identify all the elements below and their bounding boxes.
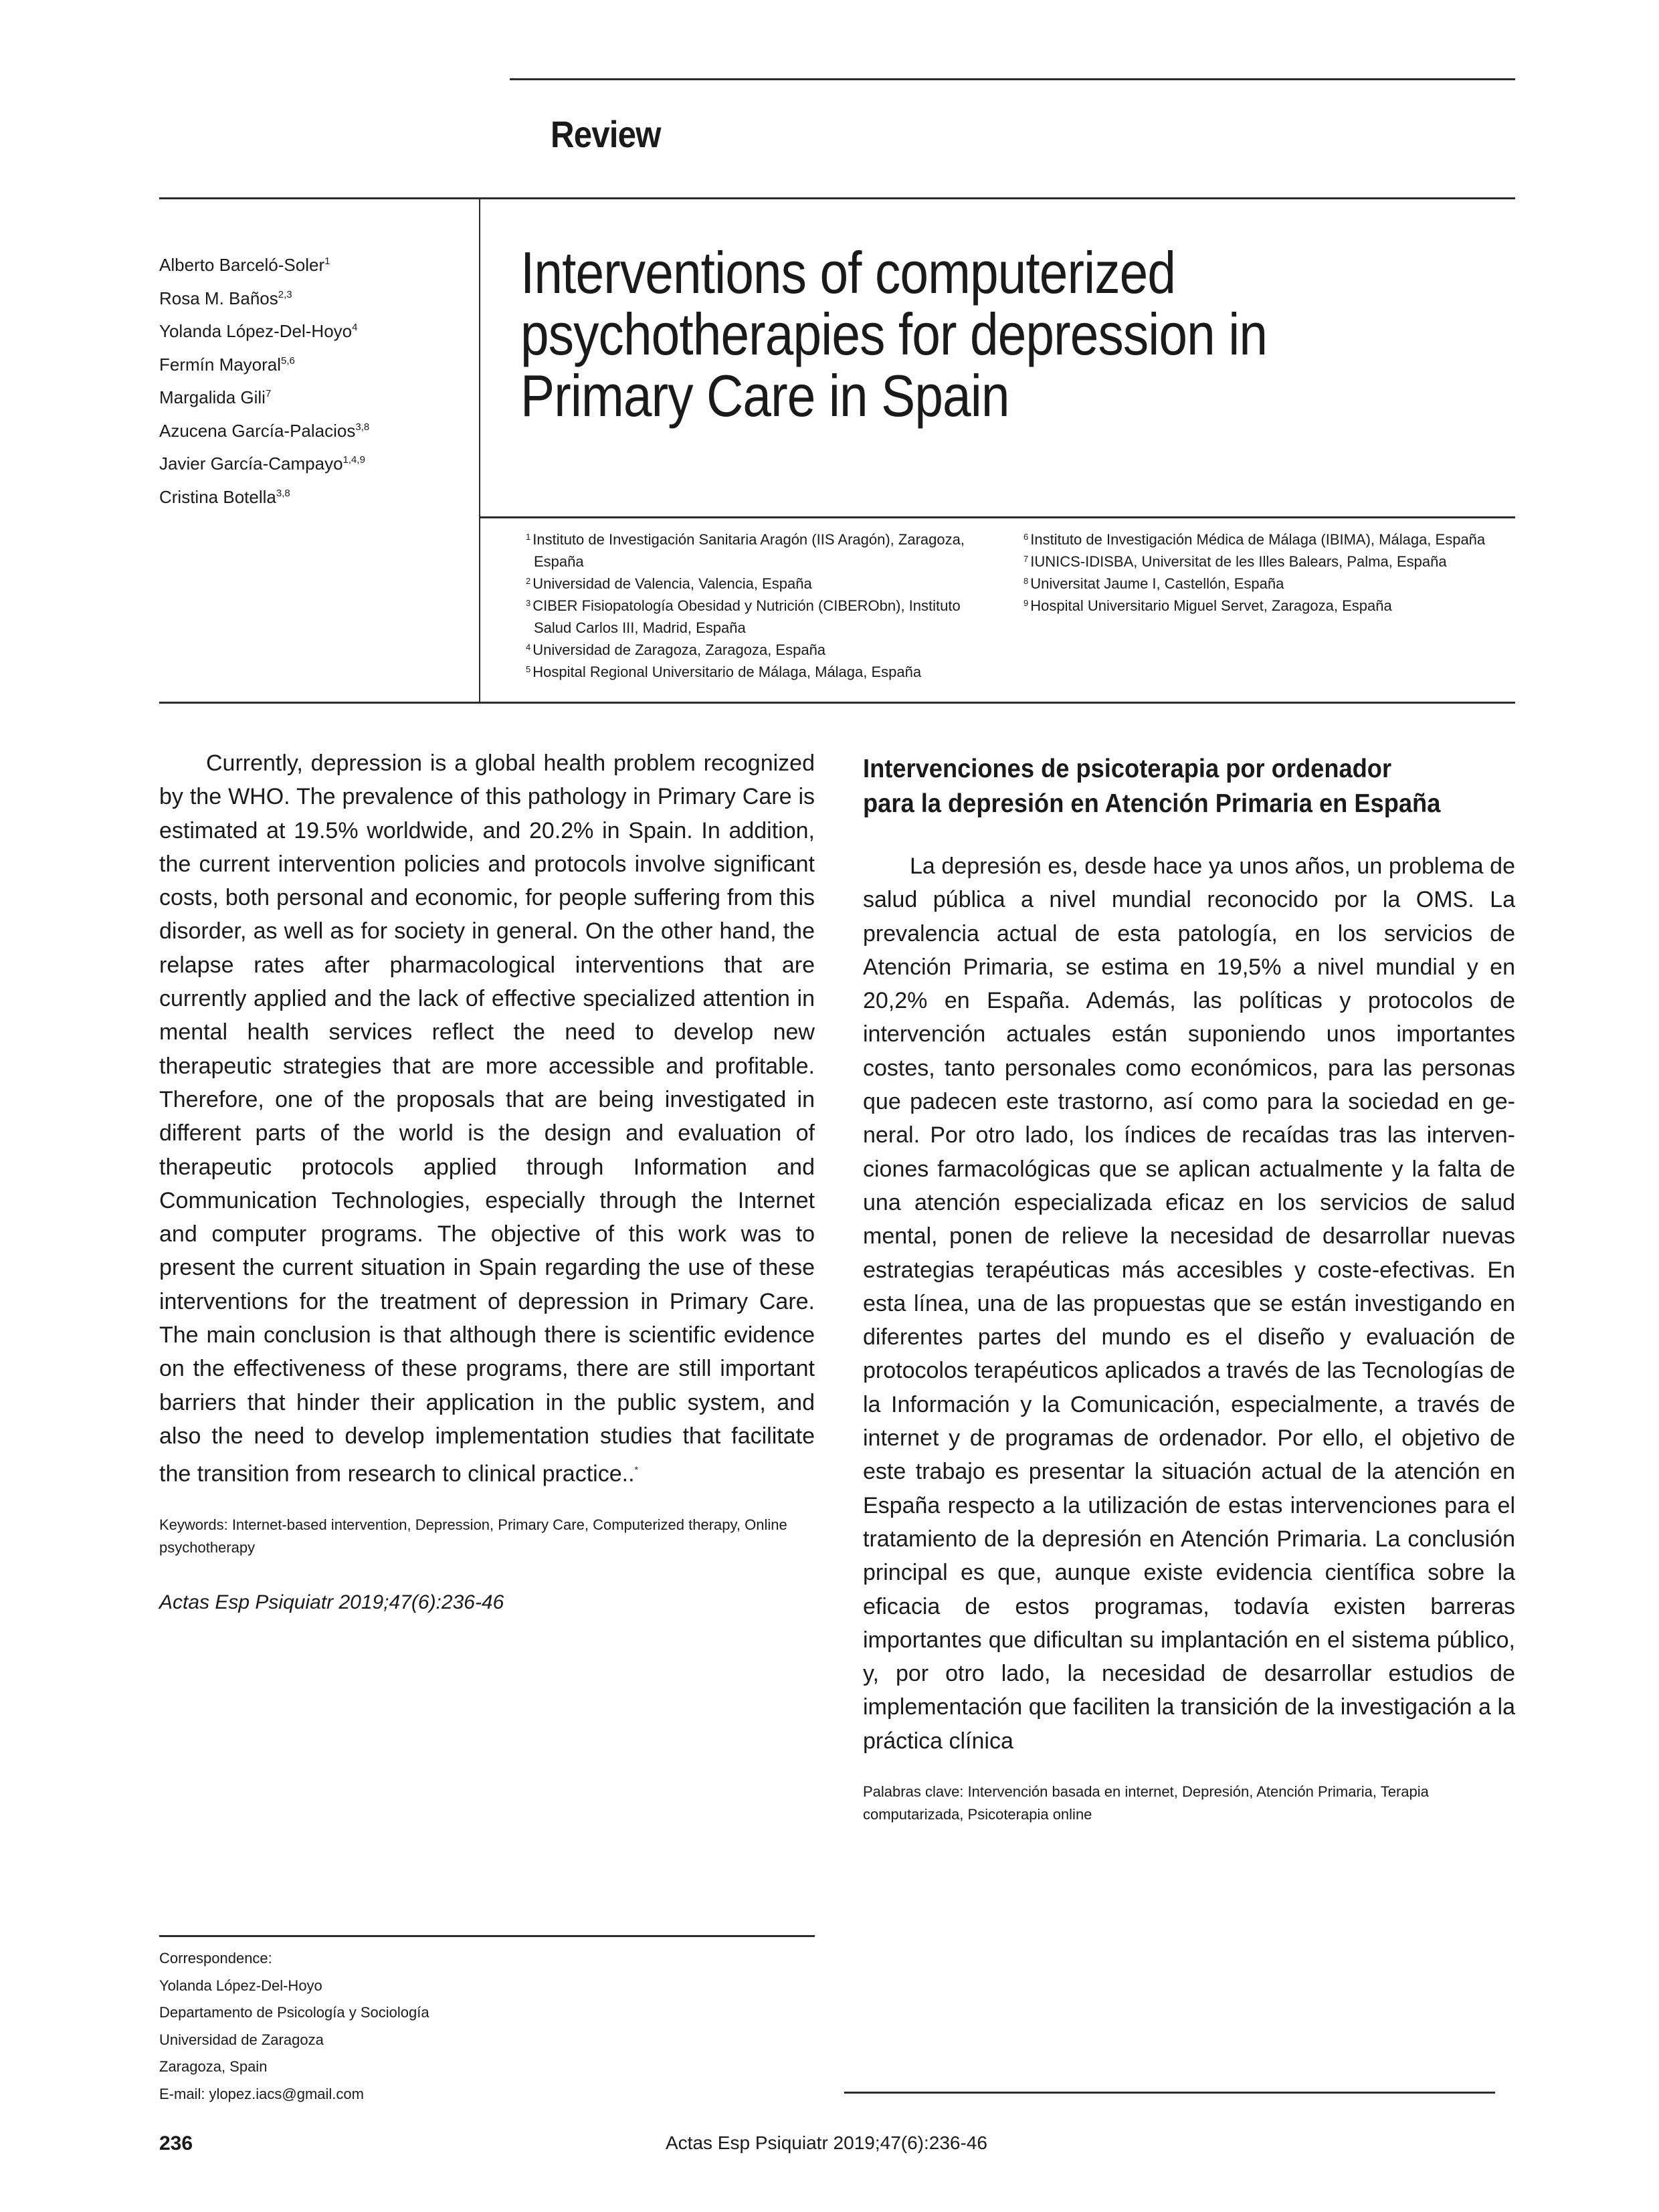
affiliation: $^2$ Universidad de Valencia, Valencia, España: [526, 575, 812, 592]
author: Cristina Botella$^{3,8}$: [159, 486, 290, 507]
correspondence-line: Universidad de Zaragoza: [159, 2031, 324, 2048]
abstract-english: [159, 746, 815, 1619]
author: Rosa M. Baños$^{2,3}$: [159, 288, 292, 308]
author: Yolanda López-Del-Hoyo$^4$: [159, 321, 358, 341]
affiliation: $^6$ Instituto de Investigación Médica de Málaga (IBIMA), Málaga, España: [1023, 531, 1486, 548]
spanish-title: [863, 752, 1479, 821]
affiliation: $^7$ IUNICS-IDISBA, Universitat de les Illes Balears, Palma, España: [1023, 553, 1447, 570]
heading-line: Intervenciones de psicoterapia por ordenador: [863, 755, 1392, 783]
abstract-body: Currently, depression is a global health problem recognized by the WHO. The prevalence of this pathology in Primary Care is estimated at 19.5% worldwide, and 20.2% in Spain. In addition, the current intervention policies and protocols involve significant costs, both personal and economic, for people suffering from this disorder, as well as for society in general. On the other hand, the relapse rates after pharmacological interventions that are currently applied and the lack of effective specialized attention in mental health services reflect the need to develop new therapeutic strategies that are more accessible and profitable. Therefore, one of the proposals that are being investigated in different parts of the world is the design and evaluation of therapeutic protocols applied through Information and Communication Technologies, especially through the Internet and computer programs. The objective of this work was to present the current situation in Spain regarding the use of these interventions for the treatment of depression in Primary Care. The main conclusion is that although there is scientific evidence on the effectiveness of these programs, there are still important barriers that hinder their application in the public system, and also the need to develop implementation studies that facilitate the transition from research to clinical practice..*: [159, 750, 815, 1487]
top-rule: [510, 78, 1515, 80]
correspondence-line: Yolanda López-Del-Hoyo: [159, 1977, 322, 1994]
title-line: psychotherapies for depression in: [520, 301, 1268, 367]
author-column-divider: [479, 199, 480, 702]
abstract-spanish: [863, 849, 1515, 1826]
keywords-english: Keywords: Internet-based intervention, Depression, Primary Care, Computerized therapy, Online psychotherapy: [159, 1516, 787, 1556]
title-line: Primary Care in Spain: [520, 363, 1009, 429]
author: Alberto Barceló-Soler$^1$: [159, 255, 330, 275]
correspondence-label: Correspondence:: [159, 1950, 272, 1967]
correspondence: [159, 1945, 429, 2108]
right-footer-rule: [844, 2092, 1495, 2094]
correspondence-email: E-mail: ylopez.iacs@gmail.com: [159, 2085, 364, 2102]
correspondence-line: Zaragoza, Spain: [159, 2058, 268, 2075]
correspondence-rule: [159, 1935, 815, 1937]
title-line: Interventions of computerized: [520, 239, 1176, 306]
affiliations-rule: [159, 702, 1515, 704]
footnote-mark: *: [634, 1464, 638, 1476]
affiliation: $^9$ Hospital Universitario Miguel Servet, Zaragoza, España: [1023, 597, 1392, 614]
author: Margalida Gili$^7$: [159, 387, 272, 407]
header-rule: [159, 197, 1515, 199]
keywords-spanish: Palabras clave: Intervención basada en internet, Depresión, Atención Primaria, Terapia computarizada, Psicoterapia online: [863, 1783, 1429, 1823]
affiliation: $^5$ Hospital Regional Universitario de Málaga, Málaga, España: [526, 664, 922, 680]
page-number: 236: [159, 2132, 193, 2154]
footer-journal: Actas Esp Psiquiatr 2019;47(6):236-46: [666, 2132, 987, 2153]
affiliation: $^3$ CIBER Fisiopatología Obesidad y Nutrición (CIBERObn), Instituto Salud Carlos III, Madrid, España: [526, 597, 961, 636]
affiliations-right: [1023, 528, 1492, 617]
affiliation: $^1$ Instituto de Investigación Sanitaria Aragón (IIS Aragón), Zaragoza, España: [526, 531, 965, 570]
citation: Actas Esp Psiquiatr 2019;47(6):236-46: [159, 1591, 504, 1613]
author: Azucena García-Palacios$^{3,8}$: [159, 420, 370, 441]
title-rule: [479, 516, 1515, 518]
correspondence-line: Departamento de Psicología y Sociología: [159, 2004, 429, 2021]
affiliation: $^8$ Universitat Jaume I, Castellón, España: [1023, 575, 1284, 592]
abstract-body: La depresión es, desde hace ya unos años, un problema de salud pública a nivel mundial reconocido por la OMS. La prevalencia actual de esta patología, en los servicios de Atención Primaria, se estima en 19,5% a nivel mundial y en 20,2% en España. Además, las políticas y protocolos de intervención actuales están suponiendo unos importantes costes, tanto personales como económicos, para las personas que padecen este trastorno, así como para la sociedad en general. Por otro lado, los índices de recaídas tras las intervenciones farmacológicas que se aplican actualmente y la falta de una atención especializada eficaz en los servicios de salud mental, ponen de relieve la necesidad de desarrollar nuevas estrategias terapéuticas más accesibles y coste-efectivas. En esta línea, una de las propuestas que se están investigando en diferentes partes del mundo es el diseño y evaluación de protocolos terapéuticos aplicados a través de las Tecnologías de la Información y la Comunicación, especialmente, a través de internet y de programas de ordenador. Por ello, el objetivo de este trabajo es presentar la situación actual de la atención en España respecto a la utilización de estas intervenciones para el tratamiento de la depresión en Atención Primaria. La conclusión principal es que, aunque existe evidencia científica sobre la eficacia de estos programas, todavía existen barreras importantes que dificultan su implantación en el sistema público, y, por otro lado, la necesidad de desarrollar estudios de implementación que faciliten la transición de la investigación a la práctica clínica: [863, 853, 1515, 1754]
author: Fermín Mayoral$^{5,6}$: [159, 354, 295, 375]
author: Javier García-Campayo$^{1,4,9}$: [159, 454, 365, 474]
article-title: [520, 239, 1359, 429]
affiliations-left: [526, 528, 994, 683]
affiliation: $^4$ Universidad de Zaragoza, Zaragoza, España: [526, 641, 826, 658]
author-list: [159, 249, 369, 514]
heading-line: para la depresión en Atención Primaria en España: [863, 789, 1441, 818]
section-label: Review: [551, 113, 661, 155]
